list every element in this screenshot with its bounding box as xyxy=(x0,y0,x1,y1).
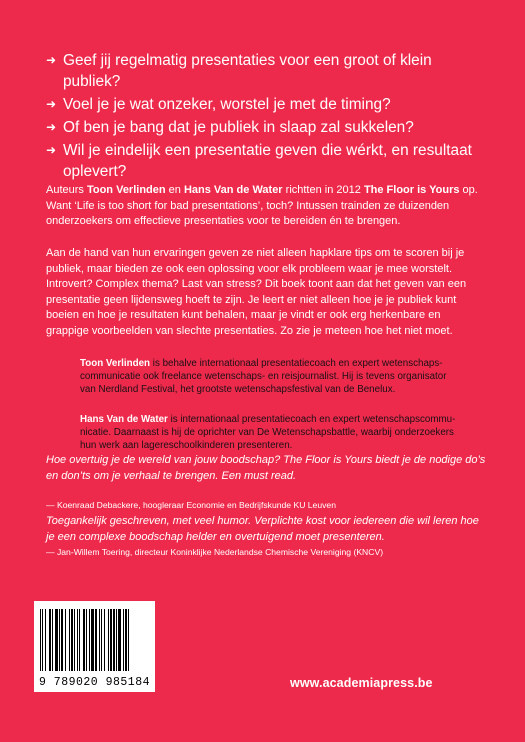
author-bio: Hans Van de Water is internationaal presentatiecoach en expert wetenschapscommunicatie. Daarnaast is hij de oprichter van De Wetenschapsbattle, waarbij onderzoekers hun werk aan lagereschoolkinderen presenteren. xyxy=(80,414,456,451)
barcode-bar xyxy=(118,609,121,671)
author-name: Hans Van de Water xyxy=(183,184,283,196)
company-name: The Floor is Yours xyxy=(363,184,460,196)
barcode-bar xyxy=(65,609,66,671)
question-list xyxy=(46,50,486,184)
barcode-bar xyxy=(74,609,75,671)
barcode-bar xyxy=(69,609,70,671)
barcode-bar xyxy=(49,609,51,671)
isbn-barcode xyxy=(34,601,155,692)
barcode-bar xyxy=(91,609,94,671)
barcode-bar xyxy=(110,609,112,671)
author-name: Hans Van de Water xyxy=(80,414,168,425)
barcode-bar xyxy=(42,609,43,671)
barcode-bar xyxy=(116,609,117,671)
barcode-bar xyxy=(113,609,115,671)
question-text: Voel je je wat onzeker, worstel je met de timing? xyxy=(63,96,391,113)
intro-paragraph-authors: Auteurs Toon Verlinden en Hans Van de Water richtten in 2012 The Floor is Yours op. Want ‘Life is too short for bad presentations’, toch? Intussen trainden ze duizenden onderzoekers om effectieve presentaties voor te bereiden én te brengen. xyxy=(46,184,478,228)
intro-paragraph-description: Aan de hand van hun ervaringen geven ze niet alleen hapklare tips om te scoren bij je publiek, maar bieden ze ook een oplossing voor elk probleem waar je mee worstelt. Introvert? Complex thema? Last van stress? Dit boek toont aan dat het geven van een presentatie geen lijdensweg hoeft te zijn. Je leert er niet alleen hoe je je publiek kunt boeien en hoe je resultaten kunt behalen, maar je vindt er ook erg herkenbare en grappige voorbeelden van slechte presentaties. Zo zie je meteen hoe het niet moet. xyxy=(46,247,467,337)
barcode-bars xyxy=(38,609,151,671)
barcode-bar xyxy=(95,609,97,671)
barcode-bar xyxy=(99,609,100,671)
barcode-bar xyxy=(45,609,46,671)
barcode-bar xyxy=(61,609,63,671)
review-quote: Hoe overtuig je de wereld van jouw boodschap? The Floor is Yours biedt je de nodige do’s en don’ts om je verhaal te brengen. Een must read. xyxy=(46,454,486,482)
question-item xyxy=(46,117,486,138)
question-text: Wil je eindelijk een presentatie geven die wérkt, en resultaat oplevert? xyxy=(63,142,472,180)
arrow-right-icon: ➜ xyxy=(46,97,57,111)
question-item xyxy=(46,140,486,182)
author-name: Toon Verlinden xyxy=(86,184,166,196)
quote-attribution: — Jan-Willem Toering, directeur Koninklijke Nederlandse Chemische Vereniging (KNCV) xyxy=(46,547,384,557)
quote-attribution: — Koenraad Debackere, hoogleraar Economie en Bedrijfskunde KU Leuven xyxy=(46,500,336,510)
barcode-bar xyxy=(55,609,58,671)
question-item xyxy=(46,94,486,115)
question-item xyxy=(46,50,486,92)
barcode-bar xyxy=(86,609,87,671)
review-quote: Toegankelijk geschreven, met veel humor. Verplichte kost voor iedereen die wil leren hoe je een complexe boodschap helder en overtuigend moet presenteren. xyxy=(46,515,479,543)
barcode-bar xyxy=(77,609,78,671)
author-bio: Toon Verlinden is behalve internationaal presentatiecoach en expert wetenschapscommunicatie ook freelance wetenschaps- en reisjournalist. Hij is tevens organisator van Nerdland Festival, het grootste wetenschapsfestival van de Benelux. xyxy=(80,358,447,395)
barcode-bar xyxy=(123,609,124,671)
barcode-bar xyxy=(104,609,105,671)
barcode-bar xyxy=(89,609,90,671)
arrow-right-icon: ➜ xyxy=(46,120,57,134)
question-text: Geef jij regelmatig presentaties voor een groot of klein publiek? xyxy=(63,52,432,90)
arrow-right-icon: ➜ xyxy=(46,53,57,67)
publisher-website[interactable]: www.academiapress.be xyxy=(290,676,433,690)
author-name: Toon Verlinden xyxy=(80,358,151,369)
question-text: Of ben je bang dat je publiek in slaap zal sukkelen? xyxy=(63,119,414,136)
barcode-bar xyxy=(125,609,127,671)
barcode-bar xyxy=(71,609,73,671)
barcode-bar xyxy=(108,609,109,671)
barcode-bar xyxy=(40,609,41,671)
arrow-right-icon: ➜ xyxy=(46,143,57,157)
barcode-bar xyxy=(79,609,80,671)
barcode-bar xyxy=(83,609,85,671)
isbn-number: 9 789020 985184 xyxy=(38,676,151,689)
barcode-bar xyxy=(59,609,60,671)
barcode-bar xyxy=(52,609,53,671)
barcode-bar xyxy=(128,609,129,671)
barcode-bar xyxy=(101,609,102,671)
